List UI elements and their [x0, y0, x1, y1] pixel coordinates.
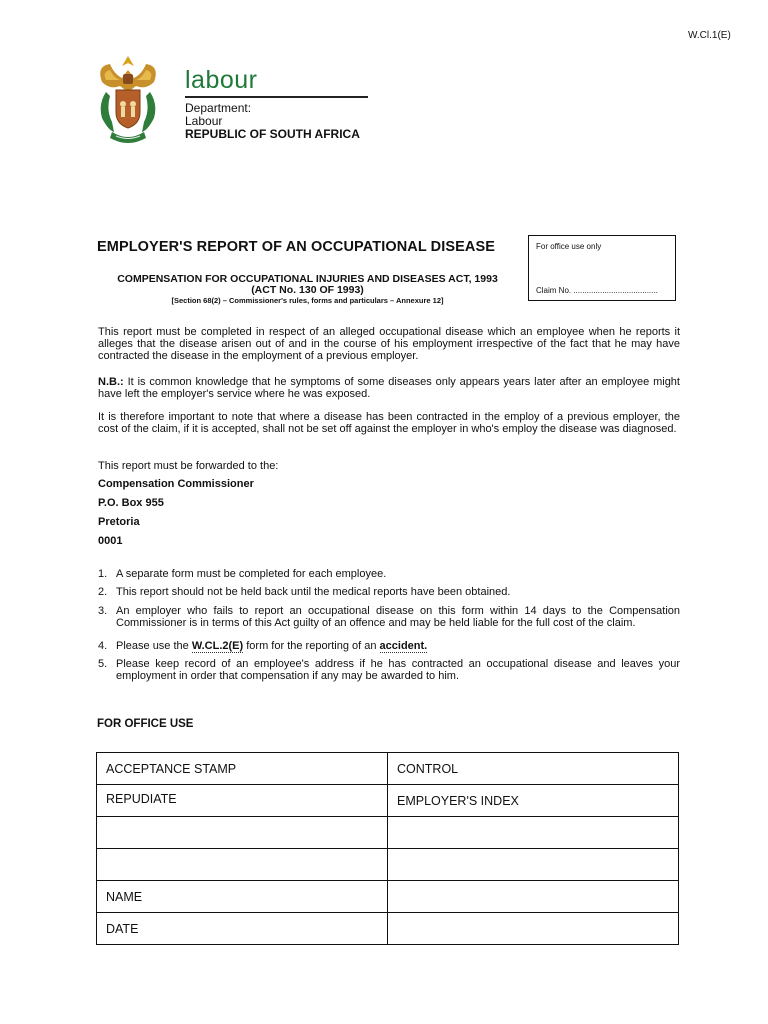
table-row: [97, 753, 679, 785]
table-row: [97, 881, 679, 913]
list-number: 4.: [98, 640, 108, 652]
list-text: Please keep record of an employee's address if he has contracted an occupational disease and leaves your employment in order that compensation if any may be awarded to him.: [116, 658, 680, 683]
table-row: [97, 913, 679, 945]
list-number: 2.: [98, 586, 108, 598]
list-number: 5.: [98, 658, 108, 670]
address-line-4: 0001: [98, 535, 123, 547]
blank-cell[interactable]: [97, 849, 388, 881]
table-row: [97, 817, 679, 849]
country-name: REPUBLIC OF SOUTH AFRICA: [185, 127, 360, 141]
address-line-2: P.O. Box 955: [98, 497, 164, 509]
department-label: Department:: [185, 101, 252, 115]
brand-divider: [185, 96, 368, 98]
table-row: [97, 785, 679, 817]
list-text: A separate form must be completed for each employee.: [116, 568, 387, 580]
date-cell[interactable]: DATE: [97, 913, 388, 945]
control-cell[interactable]: CONTROL: [388, 753, 679, 785]
wcl2-form-link[interactable]: W.CL.2(E): [191, 640, 244, 652]
nb-paragraph: [98, 376, 680, 400]
page-title: EMPLOYER'S REPORT OF AN OCCUPATIONAL DISEASE: [97, 239, 496, 255]
office-use-heading: FOR OFFICE USE: [97, 718, 194, 730]
claim-number-field[interactable]: Claim No. ......................................: [536, 286, 658, 295]
forward-paragraph: This report must be forwarded to the:: [98, 460, 279, 472]
blank-cell[interactable]: [97, 817, 388, 849]
list-text: An employer who fails to report an occupational disease on this form within 14 days to the Compensation Commissioner is in terms of this Act guilty of an offence and may be held liable for the full cost of the claim.: [116, 605, 680, 630]
cost-paragraph: It is therefore important to note that where a disease has been contracted in the employ of a previous employer, the cost of the claim, if it is accepted, shall not be set off against the employer in who's employ the disease was diagnosed.: [98, 411, 680, 436]
act-title: COMPENSATION FOR OCCUPATIONAL INJURIES AND DISEASES ACT, 1993: [117, 273, 498, 285]
office-use-table: [96, 752, 679, 945]
list-number: 1.: [98, 568, 108, 580]
list-text: [116, 640, 680, 652]
department-name: Labour: [185, 114, 223, 128]
coat-of-arms-icon: [92, 52, 164, 148]
blank-cell[interactable]: [388, 817, 679, 849]
date-value-cell[interactable]: [388, 913, 679, 945]
list-number: 3.: [98, 605, 108, 617]
list-text: This report should not be held back until the medical reports have been obtained.: [116, 586, 511, 598]
list-text-part: Please use the: [116, 640, 192, 652]
name-value-cell[interactable]: [388, 881, 679, 913]
act-section: [Section 68(2) – Commissioner's rules, forms and particulars – Annexure 12]: [171, 296, 444, 305]
nb-label: N.B.:: [98, 376, 124, 388]
office-use-box: [528, 235, 676, 301]
repudiate-cell[interactable]: REPUDIATE: [97, 785, 388, 817]
list-text-part: form for the reporting of an: [243, 640, 380, 652]
brand-wordmark: labour: [185, 66, 258, 94]
office-use-label: For office use only: [536, 242, 602, 251]
address-line-3: Pretoria: [98, 516, 140, 528]
blank-cell[interactable]: [388, 849, 679, 881]
address-line-1: Compensation Commissioner: [98, 478, 254, 490]
employers-index-cell[interactable]: EMPLOYER'S INDEX: [388, 785, 679, 817]
table-row: [97, 849, 679, 881]
intro-paragraph: This report must be completed in respect of an alleged occupational disease which an employee when he reports it alleges that the disease arisen out of and in the course of his employment irrespective of the fact that he may have contracted the disease in the employment of a previous employer.: [98, 326, 680, 363]
accident-link[interactable]: accident.: [379, 640, 428, 652]
name-cell[interactable]: NAME: [97, 881, 388, 913]
form-code: W.Cl.1(E): [688, 30, 731, 41]
act-number: (ACT No. 130 OF 1993): [251, 284, 364, 296]
nb-text: It is common knowledge that he symptoms of some diseases only appears years later after an employee might have left the employer's service where he was exposed.: [98, 376, 680, 401]
acceptance-stamp-cell[interactable]: ACCEPTANCE STAMP: [97, 753, 388, 785]
